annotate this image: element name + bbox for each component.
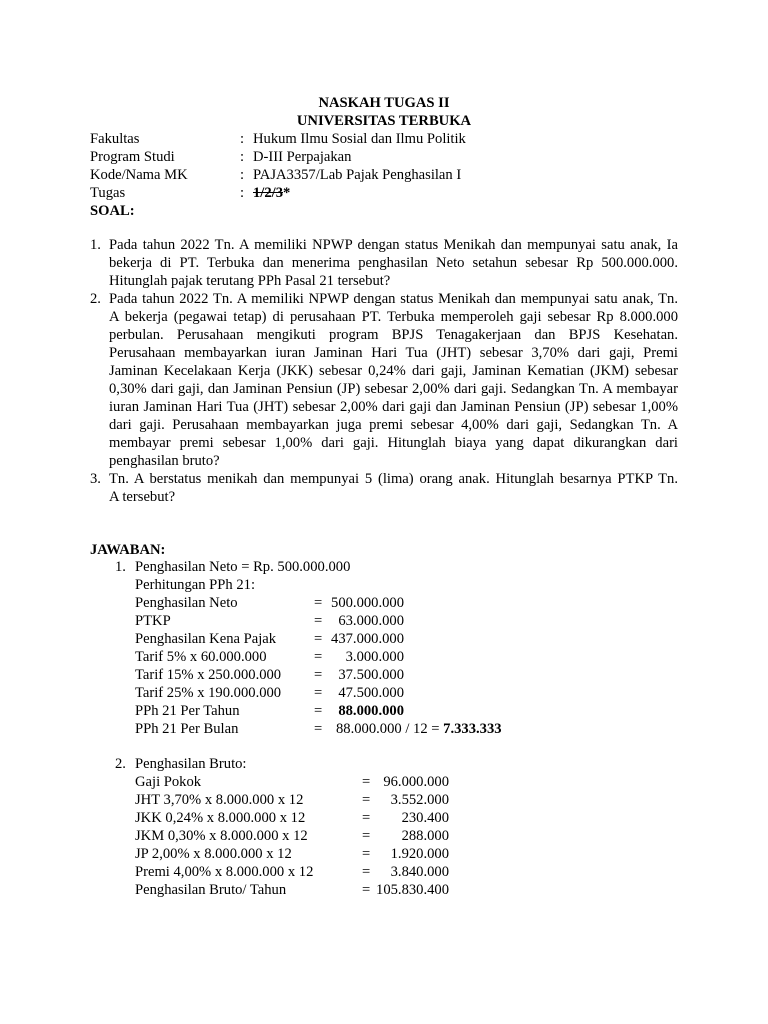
question-number: 1. xyxy=(90,237,101,253)
calc-equals: = xyxy=(314,685,323,701)
info-colon: : xyxy=(240,185,245,201)
calc-label: PPh 21 Per Bulan xyxy=(135,721,239,737)
calc-monthly-expression xyxy=(336,720,502,738)
calc-equals: = xyxy=(314,667,323,683)
question-line: dari gaji. Perusahaan membayarkan juga premi sebesar 4,00% dari gaji, Sedangkan Tn. A xyxy=(109,417,678,433)
calc-equals: = xyxy=(362,828,371,844)
calc-label: Gaji Pokok xyxy=(135,774,202,790)
calc-equals: = xyxy=(314,649,323,665)
question-line: Perusahaan membayarkan iuran Jaminan Hari Tua (JHT) sebesar 3,70% dari gaji, Premi xyxy=(109,345,678,361)
tugas-asterisk: * xyxy=(283,185,291,201)
calc-label: Tarif 25% x 190.000.000 xyxy=(135,685,282,701)
calc-value: 288.000 xyxy=(401,828,449,844)
info-label: Fakultas xyxy=(90,131,140,147)
calc-value: 47.500.000 xyxy=(338,685,404,701)
question-number: 2. xyxy=(90,291,101,307)
info-value: Hukum Ilmu Sosial dan Ilmu Politik xyxy=(253,131,466,147)
question-line: Hitunglah pajak terutang PPh Pasal 21 tersebut? xyxy=(109,273,391,289)
calc-label: JKK 0,24% x 8.000.000 x 12 xyxy=(135,810,306,826)
calc-label: Penghasilan Bruto/ Tahun xyxy=(135,882,287,898)
calc-equals: = xyxy=(362,882,371,898)
calc-equals: = xyxy=(314,613,323,629)
question-text xyxy=(109,290,678,470)
calc-label: JP 2,00% x 8.000.000 x 12 xyxy=(135,846,292,862)
calc-label: JHT 3,70% x 8.000.000 x 12 xyxy=(135,792,304,808)
question-line: A bekerja (pegawai tetap) di perusahaan PT. Terbuka memperoleh gaji sebesar Rp 8.000.000 xyxy=(109,309,678,325)
calc-value: 96.000.000 xyxy=(383,774,449,790)
calc-equals: = xyxy=(362,846,371,862)
question-line: A tersebut? xyxy=(109,489,176,505)
calc-value: 105.830.400 xyxy=(376,882,449,898)
question-line: 0,30% dari gaji, dan Jaminan Pensiun (JP) sebesar 2,00% dari gaji. Sedangkan Tn. A membayar xyxy=(109,381,678,397)
question-line: penghasilan bruto? xyxy=(109,453,220,469)
calc-value: 500.000.000 xyxy=(331,595,404,611)
calc-equals: = xyxy=(314,631,323,647)
answer-2-number: 2. xyxy=(115,756,126,772)
info-label: Program Studi xyxy=(90,149,175,165)
calc-label: Tarif 5% x 60.000.000 xyxy=(135,649,267,665)
info-label: Kode/Nama MK xyxy=(90,167,188,183)
calc-equals: = xyxy=(314,595,323,611)
calc-label: PPh 21 Per Tahun xyxy=(135,703,240,719)
question-text xyxy=(109,470,678,506)
calc-monthly-formula: 88.000.000 / 12 = xyxy=(336,721,444,737)
info-colon: : xyxy=(240,167,245,183)
info-value: PAJA3357/Lab Pajak Penghasilan I xyxy=(253,167,462,183)
calc-value: 230.400 xyxy=(401,810,449,826)
calc-label: Tarif 15% x 250.000.000 xyxy=(135,667,282,683)
calc-value: 37.500.000 xyxy=(338,667,404,683)
calc-equals: = xyxy=(362,774,371,790)
calc-monthly-result: 7.333.333 xyxy=(443,721,502,737)
question-line: Tn. A berstatus menikah dan mempunyai 5 (lima) orang anak. Hitunglah besarnya PTKP Tn. xyxy=(109,471,678,487)
info-value: D-III Perpajakan xyxy=(253,149,352,165)
answer-1-subhead: Perhitungan PPh 21: xyxy=(135,577,255,593)
question-line: perbulan. Perusahaan mengikuti program BPJS Tenagakerjaan dan BPJS Kesehatan. xyxy=(109,327,678,343)
calc-value: 437.000.000 xyxy=(331,631,404,647)
question-line: iuran Jaminan Hari Tua (JHT) sebesar 2,00% dari gaji dan Jaminan Pensiun (JP) sebesar 1,00% xyxy=(109,399,678,415)
document-title: NASKAH TUGAS II xyxy=(318,95,450,111)
calc-label: Premi 4,00% x 8.000.000 x 12 xyxy=(135,864,314,880)
soal-heading: SOAL: xyxy=(90,203,135,219)
answer-1-intro: Penghasilan Neto = Rp. 500.000.000 xyxy=(135,559,351,575)
info-label: Tugas xyxy=(90,185,126,201)
question-2 xyxy=(90,290,678,470)
university-title: UNIVERSITAS TERBUKA xyxy=(296,113,472,129)
calc-value: 88.000.000 xyxy=(338,703,404,719)
info-colon: : xyxy=(240,131,245,147)
answer-1-number: 1. xyxy=(115,559,126,575)
calc-equals: = xyxy=(314,703,323,719)
info-value xyxy=(253,184,290,202)
answer-2-intro: Penghasilan Bruto: xyxy=(135,756,247,772)
question-text xyxy=(109,236,678,290)
calc-value: 3.840.000 xyxy=(390,864,449,880)
question-line: membayar premi sebesar 1,00% dari gaji. Hitunglah biaya yang dapat dikurangkan dari xyxy=(109,435,678,451)
question-line: bekerja di PT. Terbuka dan menerima penghasilan Neto setahun sebesar Rp 500.000.000. xyxy=(109,255,678,271)
calc-value: 1.920.000 xyxy=(390,846,449,862)
calc-label: JKM 0,30% x 8.000.000 x 12 xyxy=(135,828,308,844)
calc-equals: = xyxy=(314,721,323,737)
question-line: Jaminan Kecelakaan Kerja (JKK) sebesar 0,24% dari gaji, Jaminan Kematian (JKM) sebesar xyxy=(109,363,678,379)
calc-value: 63.000.000 xyxy=(338,613,404,629)
question-line: Pada tahun 2022 Tn. A memiliki NPWP dengan status Menikah dan mempunyai satu anak, Tn. xyxy=(109,291,678,307)
info-colon: : xyxy=(240,149,245,165)
calc-equals: = xyxy=(362,864,371,880)
calc-equals: = xyxy=(362,792,371,808)
calc-equals: = xyxy=(362,810,371,826)
question-1 xyxy=(90,236,678,290)
question-number: 3. xyxy=(90,471,101,487)
calc-label: Penghasilan Neto xyxy=(135,595,238,611)
question-line: Pada tahun 2022 Tn. A memiliki NPWP dengan status Menikah dan mempunyai satu anak, Ia xyxy=(109,237,678,253)
calc-label: PTKP xyxy=(135,613,171,629)
tugas-number-struck: 1/2/3 xyxy=(253,185,283,201)
calc-value: 3.552.000 xyxy=(390,792,449,808)
jawaban-heading: JAWABAN: xyxy=(90,542,166,558)
question-3 xyxy=(90,470,678,506)
calc-value: 3.000.000 xyxy=(345,649,404,665)
calc-label: Penghasilan Kena Pajak xyxy=(135,631,277,647)
